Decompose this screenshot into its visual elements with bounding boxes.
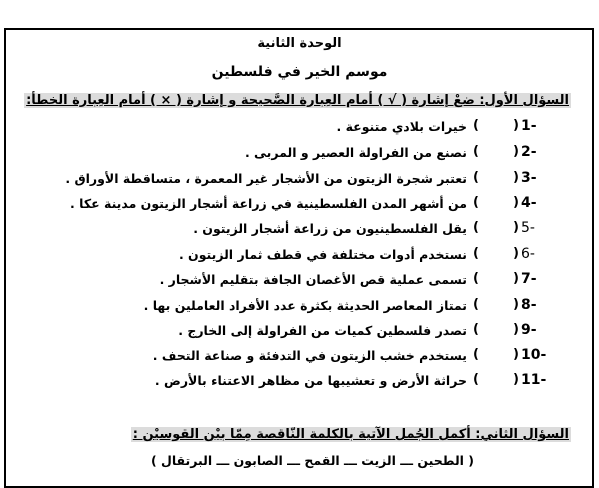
statement-number: 5- — [521, 220, 535, 236]
statement-row — [0, 322, 599, 344]
question1-heading: السؤال الأول: ضعْ إشارة ( √ ) أمام العِبارة الصَّحيحة و إشارة ( × ) أمام العِبارة الخطأ: — [26, 93, 569, 108]
statement-text: تعتبر شجرة الزيتون من الأشجار غير المعمرة ، متساقطة الأوراق . — [65, 171, 467, 186]
word-bank: ( الطحين ـــ الزيت ـــ القمح ـــ الصابون ـــ البرتقال ) — [150, 453, 474, 468]
statement-text: يقل الفلسطينيون من زراعة أشجار الزيتون . — [193, 221, 467, 236]
statement-number: 11- — [521, 372, 547, 388]
statement-row — [0, 347, 599, 369]
statement-row — [0, 144, 599, 166]
statement-row — [0, 246, 599, 268]
answer-paren-open[interactable]: ( — [513, 246, 519, 261]
statement-text: يستخدم خشب الزيتون في التدفئة و صناعة التحف . — [152, 348, 467, 363]
statement-number: 2- — [521, 144, 537, 160]
answer-paren-close: ) — [473, 118, 479, 133]
answer-paren-close: ) — [473, 246, 479, 261]
answer-paren-close: ) — [473, 322, 479, 337]
statement-text: نصنع من الفراولة العصير و المربى . — [244, 145, 467, 160]
statement-text: تمتاز المعاصر الحديثة بكثرة عدد الأفراد العاملين بها . — [143, 298, 467, 313]
statement-number: 7- — [521, 271, 537, 287]
answer-paren-open[interactable]: ( — [513, 297, 519, 312]
statement-number: 1- — [521, 118, 537, 134]
statement-number: 10- — [521, 347, 547, 363]
answer-paren-close: ) — [473, 195, 479, 210]
statement-number: 6- — [521, 246, 535, 262]
answer-paren-open[interactable]: ( — [513, 220, 519, 235]
answer-paren-open[interactable]: ( — [513, 170, 519, 185]
answer-paren-open[interactable]: ( — [513, 118, 519, 133]
lesson-title: موسم الخير في فلسطين — [211, 64, 388, 80]
statement-number: 3- — [521, 170, 537, 186]
answer-paren-open[interactable]: ( — [513, 347, 519, 362]
answer-paren-close: ) — [473, 297, 479, 312]
answer-paren-close: ) — [473, 372, 479, 387]
answer-paren-open[interactable]: ( — [513, 144, 519, 159]
question2-heading: السؤال الثاني: أكمل الجُمل الآتية بالكلمة النّاقصة مِمّا بيْن القوسيْن : — [132, 427, 569, 442]
statement-text: خيرات بلادي متنوعة . — [336, 119, 467, 134]
statement-row — [0, 170, 599, 192]
statement-row — [0, 297, 599, 319]
statement-row — [0, 118, 599, 140]
statement-text: نستخدم أدوات مختلفة في قطف ثمار الزيتون . — [178, 247, 467, 262]
unit-title: الوحدة الثانية — [257, 36, 342, 51]
statement-text: تسمى عملية قص الأغصان الجافة بتقليم الأشجار . — [159, 272, 467, 287]
statement-row — [0, 372, 599, 394]
statement-number: 8- — [521, 297, 537, 313]
answer-paren-close: ) — [473, 170, 479, 185]
answer-paren-open[interactable]: ( — [513, 271, 519, 286]
answer-paren-close: ) — [473, 220, 479, 235]
answer-paren-close: ) — [473, 271, 479, 286]
statement-number: 4- — [521, 195, 537, 211]
answer-paren-open[interactable]: ( — [513, 372, 519, 387]
statement-text: حراثة الأرض و تعشيبها من مظاهر الاعتناء بالأرض . — [154, 373, 467, 388]
answer-paren-open[interactable]: ( — [513, 195, 519, 210]
statement-row — [0, 271, 599, 293]
statement-row — [0, 195, 599, 217]
statement-text: من أشهر المدن الفلسطينية في زراعة أشجار الزيتون مدينة عكا . — [70, 196, 467, 211]
answer-paren-close: ) — [473, 347, 479, 362]
statement-number: 9- — [521, 322, 537, 338]
answer-paren-open[interactable]: ( — [513, 322, 519, 337]
answer-paren-close: ) — [473, 144, 479, 159]
statement-row — [0, 220, 599, 242]
statement-text: تصدر فلسطين كميات من الفراولة إلى الخارج . — [178, 323, 467, 338]
